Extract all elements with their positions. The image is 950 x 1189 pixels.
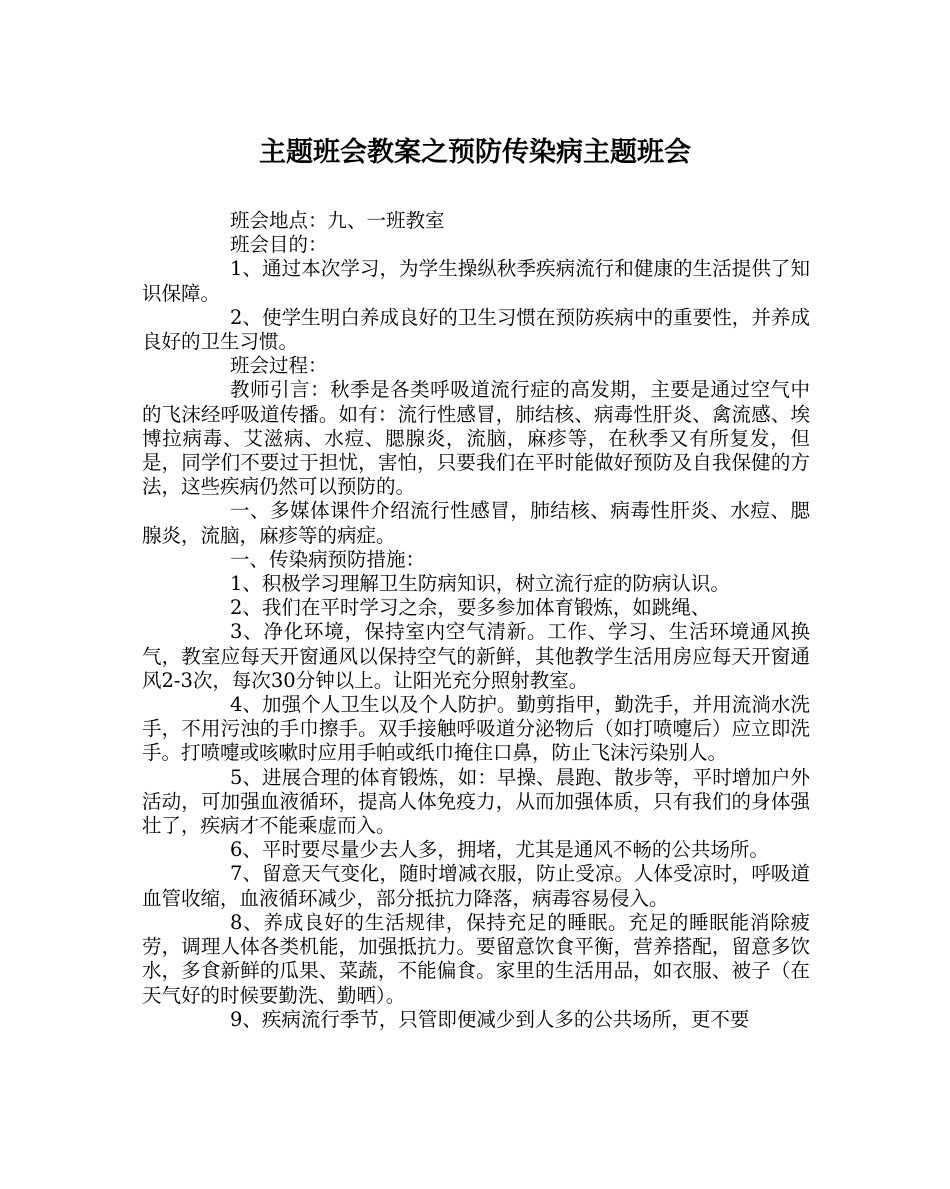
paragraph-measure-6: 6、平时要尽量少去人多，拥堵，尤其是通风不畅的公共场所。 bbox=[230, 838, 769, 862]
paragraph-purpose-1: 1、通过本次学习，为学生操纵秋季疾病流行和健康的生活提供了知识保障。 bbox=[142, 257, 810, 305]
paragraph-measure-8: 8、养成良好的生活规律，保持充足的睡眠。充足的睡眠能消除疲劳，调理人体各类机能，加强抵抗力。要留意饮食平衡，营养搭配，留意多饮水，多食新鲜的瓜果、菜蔬，不能偏食。家里的生活用品，如衣服、被子（在天气好的时候要勤洗、勤晒）。 bbox=[142, 910, 810, 1007]
paragraph-purpose-2: 2、使学生明白养成良好的卫生习惯在预防疾病中的重要性，并养成良好的卫生习惯。 bbox=[142, 305, 810, 354]
paragraph-measure-2: 2、我们在平时学习之余，要多参加体育锻炼，如跳绳、 bbox=[230, 596, 711, 620]
document-body bbox=[142, 209, 810, 1032]
paragraph-process-heading: 班会过程： bbox=[230, 354, 328, 378]
paragraph-measure-3: 3、净化环境，保持室内空气清新。工作、学习、生活环境通风换气，教室应每天开窗通风以保持空气的新鲜，其他教学生活用房应每天开窗通风2-3次，每次30分钟以上。让阳光充分照射教室。 bbox=[142, 620, 810, 692]
paragraph-location: 班会地点：九、一班教室 bbox=[230, 209, 445, 232]
document-title: 主题班会教案之预防传染病主题班会 bbox=[259, 137, 691, 168]
paragraph-measure-1: 1、积极学习理解卫生防病知识，树立流行症的防病认识。 bbox=[230, 572, 730, 596]
paragraph-measure-7: 7、留意天气变化，随时增减衣服，防止受凉。人体受凉时，呼吸道血管收缩，血液循环减少，部分抵抗力降落，病毒容易侵入。 bbox=[142, 862, 810, 910]
paragraph-measure-4: 4、加强个人卫生以及个人防护。勤剪指甲，勤洗手，并用流淌水洗手，不用污浊的手巾擦手。双手接触呼吸道分泌物后（如打喷嚏后）应立即洗手。打喷嚏或咳嗽时应用手帕或纸巾掩住口鼻，防止飞沫污染别人。 bbox=[142, 693, 810, 765]
paragraph-purpose-heading: 班会目的： bbox=[230, 233, 328, 257]
paragraph-teacher-intro: 教师引言：秋季是各类呼吸道流行症的高发期，主要是通过空气中的飞沫经呼吸道传播。如有：流行性感冒，肺结核、病毒性肝炎、禽流感、埃博拉病毒、艾滋病、水痘、腮腺炎，流脑，麻疹等，在秋季又有所复发，但是，同学们不要过于担忧，害怕，只要我们在平时能做好预防及自我保健的方法，这些疾病仍然可以预防的。 bbox=[142, 378, 810, 499]
paragraph-measures-heading: 一、传染病预防措施： bbox=[230, 547, 426, 571]
paragraph-multimedia: 一、多媒体课件介绍流行性感冒，肺结核、病毒性肝炎、水痘、腮腺炎，流脑，麻疹等的病症。 bbox=[142, 499, 810, 547]
paragraph-measure-5: 5、进展合理的体育锻炼，如：早操、晨跑、散步等，平时增加户外活动，可加强血液循环，提高人体免疫力，从而加强体质，只有我们的身体强壮了，疾病才不能乘虚而入。 bbox=[142, 765, 810, 838]
paragraph-measure-9: 9、疾病流行季节，只管即便减少到人多的公共场所，更不要 bbox=[230, 1007, 750, 1031]
